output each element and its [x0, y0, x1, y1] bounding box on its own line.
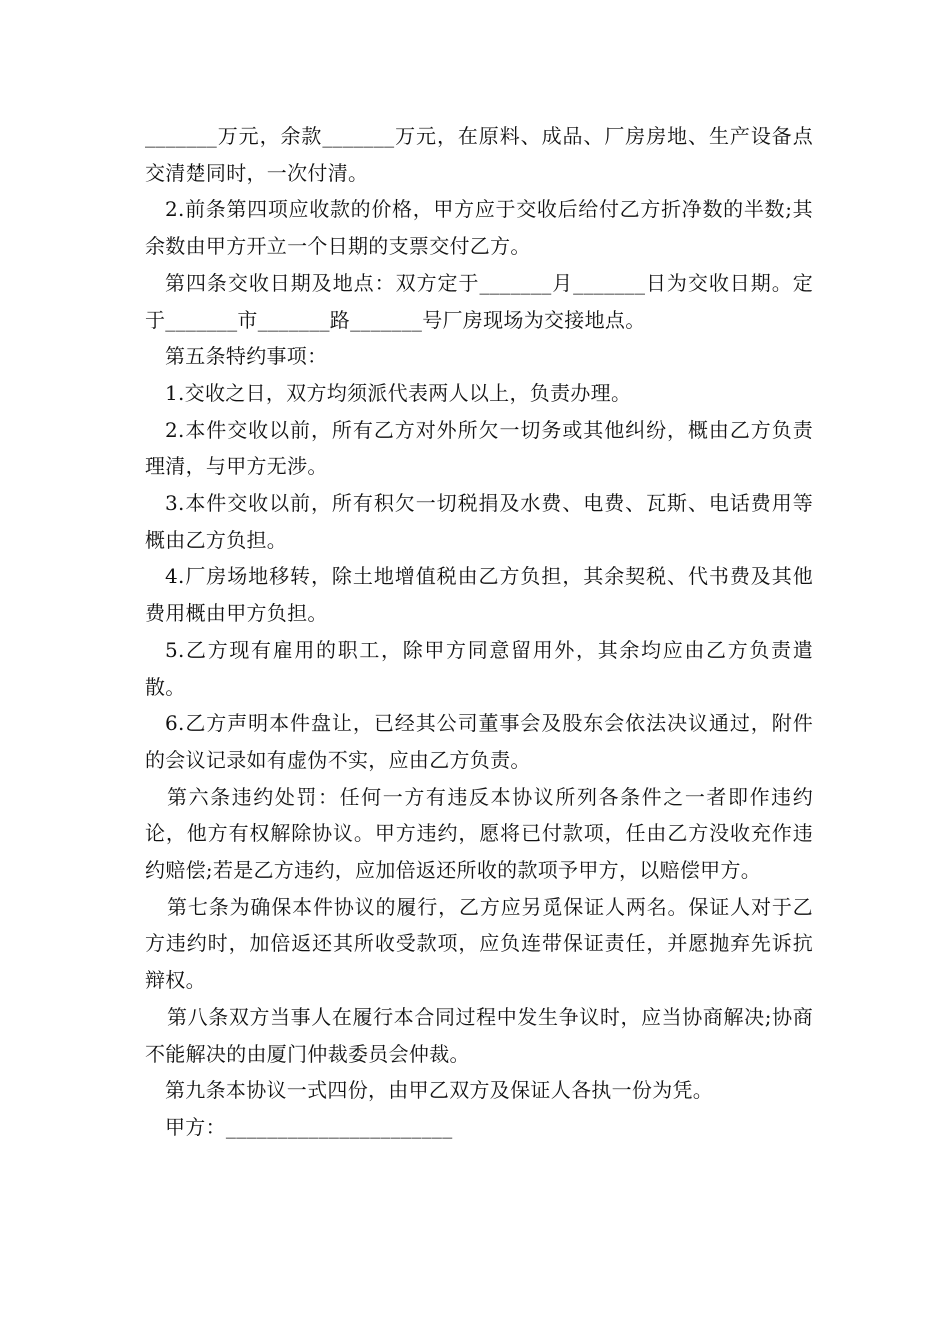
signature-party-a: 甲方：______________________ [165, 1114, 453, 1139]
paragraph-item-4: 4.厂房场地移转，除土地增值税由乙方负担，其余契税、代书费及其他费用概由甲方负担。 [145, 564, 813, 626]
document-body [145, 118, 813, 1146]
paragraph-article-4: 第四条交收日期及地点：双方定于_______月_______日为交收日期。定于_______市_______路_______号厂房现场为交接地点。 [145, 270, 813, 332]
paragraph-item-5: 5.乙方现有雇用的职工，除甲方同意留用外，其余均应由乙方负责遣散。 [145, 637, 813, 699]
paragraph-item-2: 2.本件交收以前，所有乙方对外所欠一切务或其他纠纷，概由乙方负责理清，与甲方无涉。 [145, 417, 813, 479]
paragraph-item-1: 1.交收之日，双方均须派代表两人以上，负责办理。 [165, 380, 632, 405]
paragraph-article-7: 第七条为确保本件协议的履行，乙方应另觅保证人两名。保证人对于乙方违约时，加倍返还其所收受款项，应负连带保证责任，并愿抛弃先诉抗辩权。 [145, 894, 813, 993]
paragraph-article-6: 第六条违约处罚：任何一方有违反本协议所列各条件之一者即作违约论，他方有权解除协议。甲方违约，愿将已付款项，任由乙方没收充作违约赔偿;若是乙方违约，应加倍返还所收的款项予甲方，以赔偿甲方。 [145, 784, 813, 883]
paragraph-clause-2: 2.前条第四项应收款的价格，甲方应于交收后给付乙方折净数的半数;其余数由甲方开立一个日期的支票交付乙方。 [145, 197, 813, 259]
paragraph-item-6: 6.乙方声明本件盘让，已经其公司董事会及股东会依法决议通过，附件的会议记录如有虚伪不实，应由乙方负责。 [145, 711, 813, 772]
paragraph-article-8: 第八条双方当事人在履行本合同过程中发生争议时，应当协商解决;协商不能解决的由厦门仲裁委员会仲裁。 [145, 1004, 813, 1066]
paragraph-article-9: 第九条本协议一式四份，由甲乙双方及保证人各执一份为凭。 [165, 1078, 714, 1103]
paragraph-article-5-heading: 第五条特约事项： [165, 344, 328, 369]
paragraph-item-3: 3.本件交收以前，所有积欠一切税捐及水费、电费、瓦斯、电话费用等概由乙方负担。 [145, 491, 813, 552]
paragraph-payment-terms: _______万元，余款_______万元，在原料、成品、厂房房地、生产设备点交清楚同时，一次付清。 [145, 124, 813, 185]
